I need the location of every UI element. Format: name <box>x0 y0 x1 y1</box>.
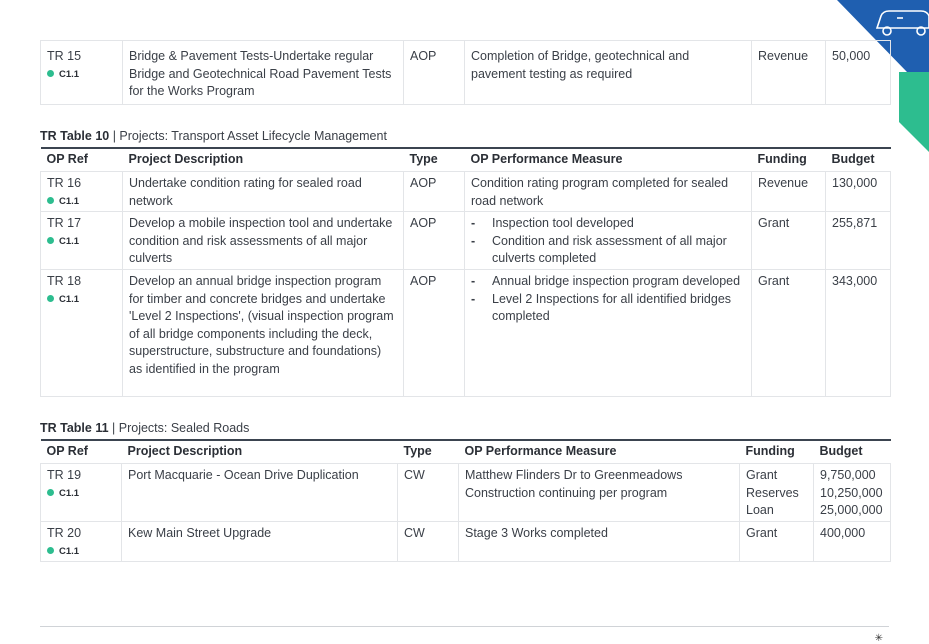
bullet-dot-icon <box>47 489 54 496</box>
performance-measure: Condition rating program completed for sealed road network <box>465 172 752 212</box>
header-measure: OP Performance Measure <box>459 440 740 464</box>
performance-measure-list <box>471 273 745 326</box>
table-number: TR Table 11 <box>40 421 109 435</box>
measure-line: Construction continuing per program <box>465 485 668 500</box>
asterisk-icon: ✳ <box>874 633 883 644</box>
funding: Grant <box>752 270 826 397</box>
measure-item: - Inspection tool developed <box>471 215 745 233</box>
op-code: C1.1 <box>59 235 80 247</box>
project-description: Kew Main Street Upgrade <box>122 522 398 562</box>
op-ref: TR 19 <box>47 468 82 482</box>
project-type: AOP <box>404 270 465 397</box>
project-description: Bridge & Pavement Tests-Undertake regular Bridge and Geotechnical Road Pavement Tests for the Works Program <box>123 41 404 105</box>
table-caption <box>40 129 387 143</box>
table-number: TR Table 10 <box>40 129 110 143</box>
budget: 343,000 <box>826 270 891 397</box>
header-type: Type <box>404 148 465 172</box>
budget-line: 25,000,000 <box>820 503 883 517</box>
op-code: C1.1 <box>59 487 80 499</box>
header-budget: Budget <box>826 148 891 172</box>
funding: Revenue <box>752 172 826 212</box>
budget: 50,000 <box>826 41 891 105</box>
budget: 255,871 <box>826 212 891 270</box>
project-type: CW <box>398 464 459 522</box>
header-funding: Funding <box>752 148 826 172</box>
table-title: | Projects: Sealed Roads <box>108 421 250 435</box>
budget: 130,000 <box>826 172 891 212</box>
measure-item: - Level 2 Inspections for all identified bridges completed <box>471 291 745 326</box>
funding: Grant <box>752 212 826 270</box>
performance-measure: Stage 3 Works completed <box>459 522 740 562</box>
op-code: C1.1 <box>59 195 80 207</box>
footer-divider <box>40 626 889 627</box>
project-type: AOP <box>404 212 465 270</box>
op-ref: TR 18 <box>47 274 82 288</box>
project-description: Undertake condition rating for sealed road network <box>123 172 404 212</box>
funding-line: Grant <box>746 468 778 482</box>
bullet-dot-icon <box>47 70 54 77</box>
header-op-ref: OP Ref <box>41 440 122 464</box>
project-type: AOP <box>404 172 465 212</box>
project-description: Port Macquarie - Ocean Drive Duplication <box>122 464 398 522</box>
header-measure: OP Performance Measure <box>465 148 752 172</box>
header-description: Project Description <box>123 148 404 172</box>
funding-line: Loan <box>746 503 774 517</box>
project-description: Develop a mobile inspection tool and undertake condition and risk assessments of all major culverts <box>123 212 404 270</box>
funding: Grant <box>740 522 814 562</box>
op-code: C1.1 <box>59 545 80 557</box>
measure-line: Matthew Flinders Dr to Greenmeadows <box>465 468 683 482</box>
header-type: Type <box>398 440 459 464</box>
bullet-dot-icon <box>47 295 54 302</box>
table-header-row <box>41 148 891 172</box>
bullet-dot-icon <box>47 197 54 204</box>
table-11 <box>40 439 891 562</box>
header-op-ref: OP Ref <box>41 148 123 172</box>
budget-line: 10,250,000 <box>820 485 883 500</box>
table-row <box>41 172 891 212</box>
table-row <box>41 270 891 397</box>
budget: 400,000 <box>814 522 891 562</box>
project-type: CW <box>398 522 459 562</box>
table-row <box>41 464 891 522</box>
op-code: C1.1 <box>59 293 80 305</box>
op-ref: TR 17 <box>47 216 82 230</box>
op-ref: TR 16 <box>47 176 82 190</box>
table-title: | Projects: Transport Asset Lifecycle Management <box>109 129 387 143</box>
table-row <box>41 41 891 105</box>
funding-line: Reserves <box>746 485 799 500</box>
bullet-dot-icon <box>47 237 54 244</box>
table-header-row <box>41 440 891 464</box>
op-ref: TR 20 <box>47 526 82 540</box>
measure-item: - Condition and risk assessment of all major culverts completed <box>471 233 745 268</box>
table-row <box>41 212 891 270</box>
bullet-dot-icon <box>47 547 54 554</box>
project-type: AOP <box>404 41 465 105</box>
performance-measure-list <box>471 215 745 268</box>
header-description: Project Description <box>122 440 398 464</box>
op-code: C1.1 <box>59 68 80 80</box>
measure-item: - Annual bridge inspection program developed <box>471 273 745 291</box>
continued-table <box>40 40 891 105</box>
op-ref: TR 15 <box>47 49 82 63</box>
header-budget: Budget <box>814 440 891 464</box>
header-funding: Funding <box>740 440 814 464</box>
table-row <box>41 522 891 562</box>
performance-measure: Completion of Bridge, geotechnical and pavement testing as required <box>465 41 752 105</box>
table-10 <box>40 147 891 397</box>
project-description: Develop an annual bridge inspection program for timber and concrete bridges and undertake 'Level 2 Inspections', (visual inspection program of all bridge components including the deck, superstructure, substructure and foundations) as identified in the program <box>123 270 404 397</box>
funding: Revenue <box>752 41 826 105</box>
table-caption <box>40 421 249 435</box>
budget-line: 9,750,000 <box>820 468 876 482</box>
